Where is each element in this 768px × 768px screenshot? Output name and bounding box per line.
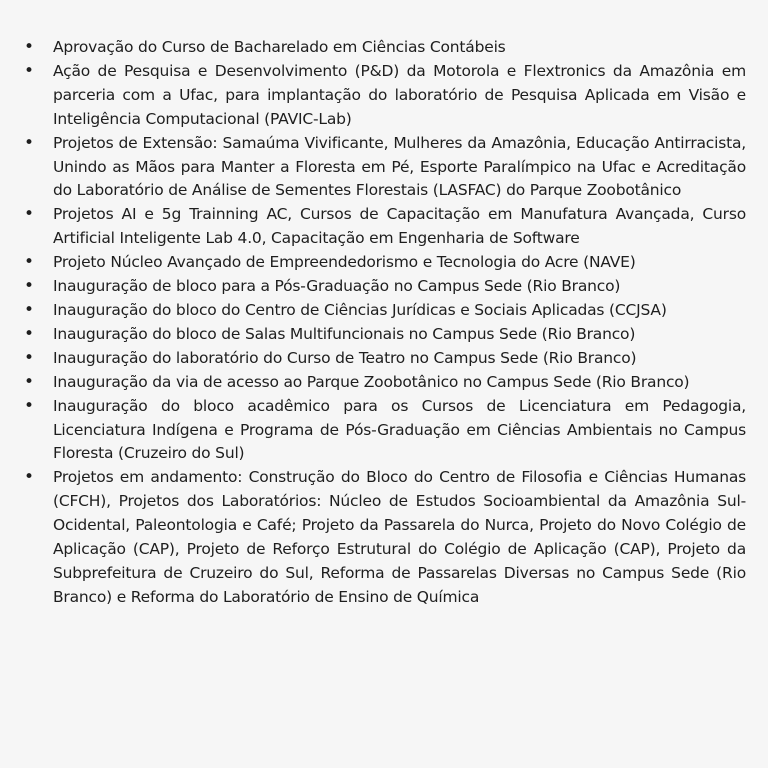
bullet-dot: • [24,323,34,344]
list-item-text: Projetos de Extensão: Samaúma Vivificante, Mulheres da Amazônia, Educação Antirracista, Unindo as Mãos para Manter a Floresta em Pé, Esporte Paralímpico na Ufac e Acreditação do Laboratório de Análise de Sementes Florestais (LASFAC) do Parque Zoobotânico [53,133,746,200]
list-item [22,347,746,371]
bullet-dot: • [24,60,34,81]
bullet-dot: • [24,467,34,488]
bullet-dot: • [24,37,34,57]
list-item [22,60,746,132]
list-item [22,251,746,275]
list-item-text: Projetos em andamento: Construção do Bloco do Centro de Filosofia e Ciências Humanas (CFCH), Projetos dos Laboratórios: Núcleo de Estudos Socioambiental da Amazônia Sul-Ocidental, Paleontologia e Café; Projeto da Passarela do Nurca, Projeto do Novo Colégio de Aplicação (CAP), Projeto de Reforço Estrutural do Colégio de Aplicação (CAP), Projeto da Subprefeitura de Cruzeiro do Sul, Reforma de Passarelas Diversas no Campus Sede (Rio Branco) e Reforma do Laboratório de Ensino de Química [53,468,746,606]
list-item [22,466,746,609]
list-item-text: Inauguração do laboratório do Curso de Teatro no Campus Sede (Rio Branco) [53,348,637,367]
list-item-text: Ação de Pesquisa e Desenvolvimento (P&D) da Motorola e Flextronics da Amazônia em parceria com a Ufac, para implantação do laboratório de Pesquisa Aplicada em Visão e Inteligência Computacional (PAVIC-Lab) [53,61,746,128]
list-item [22,132,746,204]
list-item-text: Inauguração do bloco do Centro de Ciências Jurídicas e Sociais Aplicadas (CCJSA) [53,300,667,319]
list-item [22,203,746,251]
list-item [22,275,746,299]
bullet-dot: • [24,347,34,368]
list-item [22,299,746,323]
list-item-text: Inauguração de bloco para a Pós-Graduação no Campus Sede (Rio Branco) [53,277,621,296]
bullet-dot: • [24,299,34,320]
list-item [22,395,746,467]
list-item-text: Aprovação do Curso de Bacharelado em Ciências Contábeis [53,38,506,56]
list-item-text: Inauguração do bloco acadêmico para os Cursos de Licenciatura em Pedagogia, Licenciatura Indígena e Programa de Pós-Graduação em Ciências Ambientais no Campus Floresta (Cruzeiro do Sul) [53,396,746,463]
bullet-list [22,36,746,610]
list-item-text: Inauguração do bloco de Salas Multifuncionais no Campus Sede (Rio Branco) [53,324,636,343]
list-item-text: Projetos AI e 5g Trainning AC, Cursos de Capacitação em Manufatura Avançada, Curso Artificial Inteligente Lab 4.0, Capacitação em Engenharia de Software [53,205,746,248]
bullet-dot: • [24,252,34,273]
bullet-dot: • [24,132,34,153]
bullet-dot: • [24,395,34,416]
list-item-text: Projeto Núcleo Avançado de Empreendedorismo e Tecnologia do Acre (NAVE) [53,253,636,272]
list-item [22,371,746,395]
list-item [22,323,746,347]
list-item [22,36,746,60]
bullet-dot: • [24,204,34,225]
bullet-dot: • [24,371,34,392]
list-item-text: Inauguração da via de acesso ao Parque Zoobotânico no Campus Sede (Rio Branco) [53,372,690,391]
bullet-dot: • [24,276,34,297]
